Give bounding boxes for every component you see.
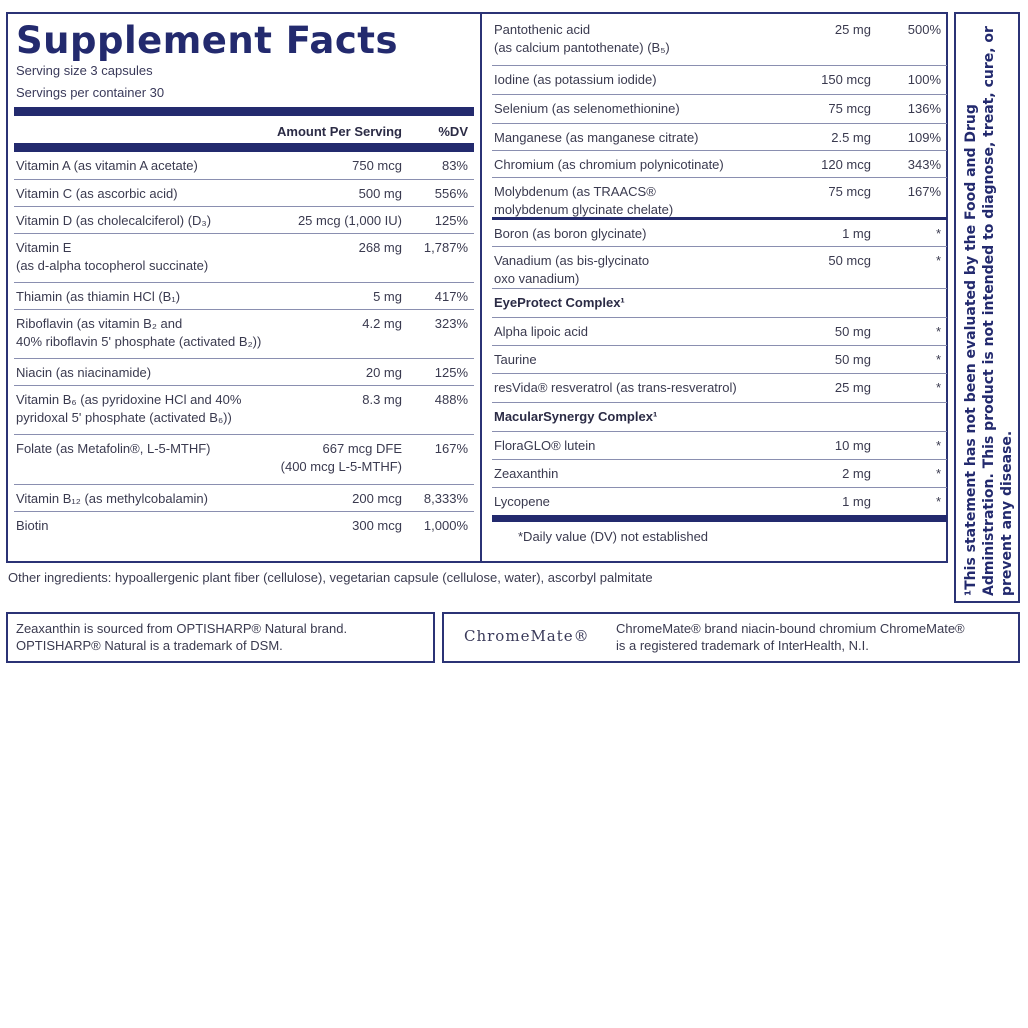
nutrient-dv: 109% (907, 130, 941, 145)
nutrient-row (14, 152, 474, 180)
macular-heading: MacularSynergy Complex¹ (492, 403, 947, 432)
nutrient-row (492, 247, 947, 289)
nutrient-amount: 50 mg (834, 352, 871, 367)
fda-statement: ¹This statement has not been evaluated by the Food and Drug Administration. This product is not intended to diagnose, treat, cure, or prevent any disease. (963, 26, 1015, 596)
eyeprotect-heading: EyeProtect Complex¹ (492, 289, 947, 318)
nutrient-amount: 10 mg (834, 438, 871, 453)
nutrient-name: Zeaxanthin (494, 466, 559, 481)
nutrient-amount: 150 mcg (821, 72, 871, 87)
nutrient-amount: 500 mg (358, 186, 402, 201)
nutrient-row (492, 151, 947, 178)
left-column (14, 16, 474, 561)
nutrient-name: Pantothenic acid (as calcium pantothenate) (B₅) (494, 22, 670, 55)
nutrient-row (492, 95, 947, 124)
zeaxanthin-note-box (6, 612, 435, 663)
nutrient-name: resVida® resveratrol (as trans-resveratrol) (494, 380, 737, 395)
nutrient-dv: 167% (434, 441, 468, 456)
nutrient-dv: * (935, 380, 941, 395)
nutrient-name: Folate (as Metafolin®, L-5-MTHF) (16, 441, 211, 456)
nutrient-amount: 25 mcg (1,000 IU) (297, 213, 402, 228)
nutrient-amount: 667 mcg DFE (400 mcg L-5-MTHF) (280, 441, 402, 474)
nutrient-name: Vitamin A (as vitamin A acetate) (16, 158, 198, 173)
column-header (14, 119, 474, 143)
nutrient-name: Molybdenum (as TRAACS® molybdenum glycinate chelate) (494, 184, 674, 217)
nutrient-amount: 1 mg (842, 494, 871, 509)
nutrient-amount: 75 mcg (828, 101, 871, 116)
nutrient-dv: * (935, 352, 941, 367)
servings-per-container: Servings per container 30 (16, 85, 165, 100)
divider-bar (14, 143, 474, 152)
nutrient-name: Boron (as boron glycinate) (494, 226, 647, 241)
nutrient-amount: 4.2 mg (362, 316, 402, 331)
nutrient-dv: 100% (907, 72, 941, 87)
nutrient-row (14, 283, 474, 310)
zeaxanthin-note: Zeaxanthin is sourced from OPTISHARP® Natural brand. OPTISHARP® Natural is a trademark of DSM. (16, 621, 348, 653)
nutrient-dv: * (935, 324, 941, 339)
nutrient-amount: 2.5 mg (831, 130, 871, 145)
nutrient-row (14, 512, 474, 539)
nutrient-name: Vitamin B₆ (as pyridoxine HCl and 40% pyridoxal 5' phosphate (activated B₆)) (16, 392, 242, 425)
nutrient-dv: 500% (907, 22, 941, 37)
nutrient-row (492, 432, 947, 460)
nutrient-dv: 488% (434, 392, 468, 407)
nutrient-row (492, 124, 947, 151)
nutrient-name: Vitamin D (as cholecalciferol) (D₃) (16, 213, 212, 228)
nutrient-row (492, 16, 947, 66)
nutrient-dv: 83% (441, 158, 468, 173)
serving-size: Serving size 3 capsules (16, 63, 153, 78)
nutrient-row (14, 234, 474, 283)
nutrient-row (492, 318, 947, 346)
nutrient-name: Lycopene (494, 494, 550, 509)
nutrient-name: Biotin (16, 518, 49, 533)
nutrient-dv: 8,333% (423, 491, 468, 506)
nutrient-dv: 417% (434, 289, 468, 304)
left-nutrient-list (14, 152, 474, 539)
right-nutrient-list (492, 16, 947, 217)
page-title: Supplement Facts (16, 19, 399, 62)
dv-footnote: *Daily value (DV) not established (518, 529, 709, 544)
nutrient-dv: * (935, 466, 941, 481)
nutrient-amount: 2 mg (842, 466, 871, 481)
nutrient-name: Taurine (494, 352, 537, 367)
divider-bar (492, 515, 947, 522)
eyeprotect-list (492, 318, 947, 403)
nutrient-name: Vitamin B₁₂ (as methylcobalamin) (16, 491, 208, 506)
nutrient-name: FloraGLO® lutein (494, 438, 596, 453)
nutrient-dv: 136% (907, 101, 941, 116)
nutrient-dv: 167% (907, 184, 941, 199)
amount-header: Amount Per Serving (277, 124, 402, 139)
nutrient-name: Riboflavin (as vitamin B₂ and 40% riboflavin 5' phosphate (activated B₂)) (16, 316, 262, 349)
nutrient-name: Chromium (as chromium polynicotinate) (494, 157, 724, 172)
nutrient-amount: 1 mg (842, 226, 871, 241)
nutrient-amount: 750 mcg (352, 158, 402, 173)
nutrient-amount: 25 mg (834, 380, 871, 395)
nutrient-amount: 50 mcg (828, 253, 871, 268)
right-nutrient-list-b (492, 220, 947, 289)
nutrient-amount: 120 mcg (821, 157, 871, 172)
nutrient-name: Selenium (as selenomethionine) (494, 101, 680, 116)
nutrient-dv: * (935, 494, 941, 509)
nutrient-dv: * (935, 438, 941, 453)
nutrient-name: Thiamin (as thiamin HCl (B₁) (16, 289, 181, 304)
nutrient-name: Vanadium (as bis-glycinato oxo vanadium) (494, 253, 650, 286)
nutrient-row (14, 180, 474, 207)
chromemate-logo: ChromeMate® (464, 627, 590, 645)
column-divider (480, 14, 482, 561)
nutrient-amount: 20 mg (365, 365, 402, 380)
nutrient-name: Alpha lipoic acid (494, 324, 588, 339)
nutrient-amount: 300 mcg (352, 518, 402, 533)
other-ingredients: Other ingredients: hypoallergenic plant fiber (cellulose), vegetarian capsule (cellulose, water), ascorbyl palmitate (8, 570, 653, 585)
nutrient-amount: 50 mg (834, 324, 871, 339)
nutrient-amount: 268 mg (358, 240, 402, 255)
fda-statement-box (954, 12, 1020, 603)
nutrient-dv: * (935, 253, 941, 268)
nutrient-dv: 125% (434, 365, 468, 380)
nutrient-row (14, 207, 474, 234)
nutrient-amount: 8.3 mg (362, 392, 402, 407)
nutrient-dv: 323% (434, 316, 468, 331)
nutrient-row (492, 220, 947, 247)
nutrient-name: Iodine (as potassium iodide) (494, 72, 657, 87)
dv-header: %DV (438, 124, 468, 139)
macular-list (492, 432, 947, 512)
nutrient-row (492, 488, 947, 512)
nutrient-amount: 25 mg (834, 22, 871, 37)
supplement-facts-panel (6, 12, 948, 563)
nutrient-dv: 125% (434, 213, 468, 228)
nutrient-row (492, 374, 947, 403)
nutrient-row (492, 460, 947, 488)
divider-bar (14, 107, 474, 116)
nutrient-row (492, 346, 947, 374)
nutrient-amount: 75 mcg (828, 184, 871, 199)
nutrient-row (14, 435, 474, 485)
chromemate-note-box (442, 612, 1020, 663)
nutrient-row (492, 66, 947, 95)
nutrient-name: Niacin (as niacinamide) (16, 365, 152, 380)
nutrient-dv: 1,000% (423, 518, 468, 533)
nutrient-row (14, 386, 474, 435)
nutrient-row (14, 485, 474, 512)
nutrient-row (14, 310, 474, 359)
chromemate-note: ChromeMate® brand niacin-bound chromium ChromeMate® is a registered trademark of InterHealth, N.I. (616, 621, 965, 653)
nutrient-dv: 343% (907, 157, 941, 172)
nutrient-amount: 5 mg (373, 289, 402, 304)
right-column (492, 16, 947, 561)
nutrient-dv: 1,787% (423, 240, 468, 255)
nutrient-name: Manganese (as manganese citrate) (494, 130, 699, 145)
nutrient-name: Vitamin E (as d-alpha tocopherol succinate) (16, 240, 209, 273)
nutrient-name: Vitamin C (as ascorbic acid) (16, 186, 178, 201)
nutrient-dv: 556% (434, 186, 468, 201)
nutrient-dv: * (935, 226, 941, 241)
nutrient-row (492, 178, 947, 217)
nutrient-row (14, 359, 474, 386)
nutrient-amount: 200 mcg (352, 491, 402, 506)
